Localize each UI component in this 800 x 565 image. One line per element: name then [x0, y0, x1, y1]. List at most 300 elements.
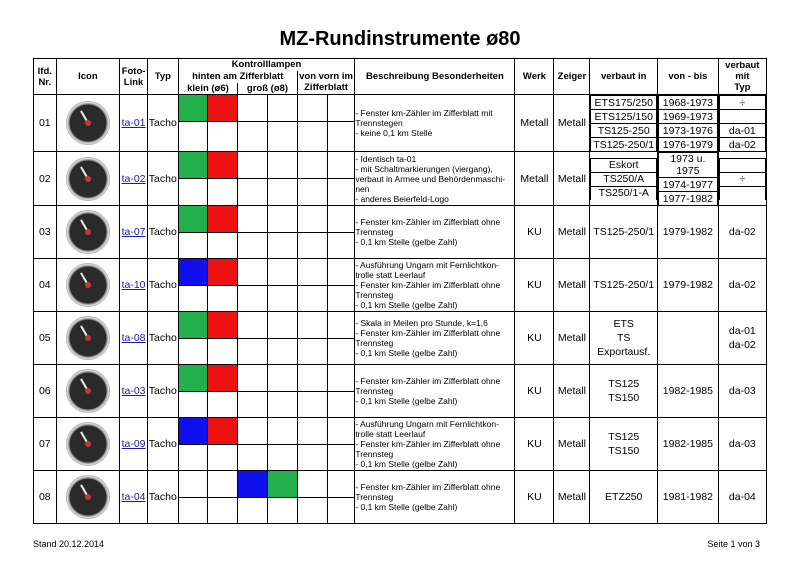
zeiger-cell [554, 471, 590, 524]
lamp-cell [268, 206, 298, 259]
verbaut-in-cell [590, 471, 658, 524]
werk-text: KU [527, 385, 542, 397]
verbaut-typ-item [719, 158, 765, 172]
lamp-cell [327, 365, 355, 418]
header-foto [120, 59, 148, 95]
foto-link[interactable]: ta-07 [121, 226, 146, 238]
foto-link[interactable]: ta-08 [121, 332, 146, 344]
zeiger-text: Metall [557, 332, 586, 344]
typ-text: Tacho [148, 438, 177, 450]
von-bis-item: 1973-1976 [659, 124, 718, 138]
header-beschreibung: Beschreibung Besonderheiten [355, 59, 515, 95]
foto-link-cell [120, 152, 148, 206]
lamp-cell [208, 152, 238, 206]
table-row [34, 471, 767, 524]
lamp-cell [238, 152, 268, 206]
lamp-cell [268, 418, 298, 471]
verbaut-typ-cell [718, 365, 766, 418]
typ-cell [147, 95, 178, 152]
hub-icon [85, 494, 91, 500]
lamp-cell [178, 471, 208, 524]
verbaut-typ-item: ÷ [719, 96, 765, 110]
lamp-empty [268, 259, 297, 286]
lamp-cell [238, 471, 268, 524]
verbaut-typ-item [719, 186, 765, 200]
zeiger-cell [554, 312, 590, 365]
speedometer-icon [66, 422, 110, 466]
lamp-empty [328, 312, 355, 339]
row-number [34, 312, 57, 365]
gauge-icon-cell [56, 365, 120, 418]
von-bis-item: 1979-1982 [662, 226, 713, 238]
von-bis-item: 1982-1985 [662, 438, 713, 450]
lamp-empty [298, 418, 327, 445]
typ-cell [147, 312, 178, 365]
verbaut-typ-cell [718, 312, 766, 365]
gauge-icon-cell [56, 95, 120, 152]
foto-link[interactable]: ta-03 [121, 385, 146, 397]
lamp-blue [179, 259, 208, 286]
lamp-cell [297, 259, 327, 312]
gauge-icon-cell [56, 312, 120, 365]
zeiger-text: Metall [557, 279, 586, 291]
header-verbaut-in: verbaut in [590, 59, 658, 95]
lamp-cell [208, 471, 238, 524]
speedometer-icon [66, 316, 110, 360]
zeiger-text: Metall [557, 438, 586, 450]
lamp-cell [178, 152, 208, 206]
lamp-cell [327, 259, 355, 312]
verbaut-in-cell [590, 152, 658, 206]
verbaut-in-item: TS [617, 332, 631, 344]
typ-text: Tacho [148, 385, 177, 397]
hub-icon [85, 441, 91, 447]
von-bis-item: 1982-1985 [662, 385, 713, 397]
werk-cell [515, 471, 554, 524]
lamp-cell [268, 152, 298, 206]
lamp-red [208, 95, 237, 122]
lamp-cell [208, 418, 238, 471]
typ-text: Tacho [148, 332, 177, 344]
verbaut-in-item: Eskort [591, 158, 657, 172]
lamp-red [208, 206, 237, 233]
description-cell [355, 312, 515, 365]
zeiger-text: Metall [557, 385, 586, 397]
lamp-cell [268, 471, 298, 524]
von-bis-item: 1976-1979 [659, 138, 718, 152]
zeiger-text: Metall [557, 117, 586, 129]
lamp-empty [268, 418, 297, 445]
lamp-cell [238, 206, 268, 259]
header-hinten: hinten am Zifferblatt [178, 71, 297, 83]
von-bis-item: 1973 u. 1975 [659, 153, 718, 178]
lamp-empty [328, 95, 355, 122]
description-text: - Ausführung Ungarn mit Fernlichtkon- trolle statt Leerlauf - Fenster km-Zähler im Zifferblatt ohne Trennsteg - 0,1 km Stelle (gelbe Zahl) [355, 419, 501, 469]
verbaut-typ-cell [718, 152, 766, 206]
row-number-text: 02 [38, 172, 51, 185]
header-verbaut-typ-text: verbaut mit Typ [725, 60, 760, 93]
table-row [34, 95, 767, 152]
verbaut-typ-item [719, 110, 765, 124]
hub-icon [85, 229, 91, 235]
page-title: MZ-Rundinstrumente ø80 [279, 28, 521, 50]
footer-page: Seite 1 von 3 [707, 539, 760, 549]
von-bis-cell [658, 95, 719, 152]
header-foto-text: Foto- Link [121, 65, 146, 88]
verbaut-in-cell [590, 95, 658, 152]
typ-text: Tacho [148, 226, 177, 238]
von-bis-cell [658, 206, 719, 259]
lamp-empty [238, 259, 267, 286]
lamp-cell [327, 471, 355, 524]
table-row [34, 312, 767, 365]
lamp-cell [178, 259, 208, 312]
speedometer-icon [66, 157, 110, 201]
verbaut-in-item: TS125 [608, 378, 640, 390]
werk-cell [515, 418, 554, 471]
verbaut-in-item: ETS125/150 [591, 110, 657, 124]
lamp-green [179, 365, 208, 392]
header-zeiger: Zeiger [554, 59, 590, 95]
von-bis-cell [658, 418, 719, 471]
lamp-green [179, 206, 208, 233]
row-number [34, 418, 57, 471]
table-row [34, 206, 767, 259]
speedometer-icon [66, 369, 110, 413]
description-cell [355, 95, 515, 152]
lamp-cell [327, 312, 355, 365]
lamp-empty [268, 312, 297, 339]
header-werk: Werk [515, 59, 554, 95]
verbaut-in-item: Exportausf. [597, 346, 651, 358]
lamp-empty [268, 206, 297, 233]
lamp-green [268, 471, 297, 498]
von-bis-cell [658, 471, 719, 524]
foto-link[interactable]: ta-01 [121, 117, 146, 129]
hub-icon [85, 335, 91, 341]
header-von-bis: von - bis [658, 59, 719, 95]
gauge-icon-cell [56, 152, 120, 206]
zeiger-text: Metall [557, 226, 586, 238]
description-cell [355, 259, 515, 312]
verbaut-typ-item: da-03 [728, 438, 756, 450]
foto-link[interactable]: ta-10 [121, 279, 146, 291]
lamp-cell [297, 365, 327, 418]
row-number-text: 06 [38, 385, 51, 397]
foto-link-cell [120, 365, 148, 418]
lamp-cell [238, 259, 268, 312]
hub-icon [85, 282, 91, 288]
table-row [34, 152, 767, 206]
description-text: - Skala in Meilen pro Stunde, k=1,6 - Fenster km-Zähler im Zifferblatt ohne Trennsteg - 0,1 km Stelle (gelbe Zahl) [355, 318, 501, 358]
verbaut-in-item: TS125 [608, 431, 640, 443]
footer-date: Stand 20.12.2014 [33, 539, 105, 549]
gauge-icon-cell [56, 471, 120, 524]
zeiger-cell [554, 95, 590, 152]
description-cell [355, 471, 515, 524]
verbaut-typ-item: da-03 [728, 385, 756, 397]
row-number-text: 05 [38, 332, 51, 344]
zeiger-text: Metall [557, 491, 586, 503]
typ-cell [147, 418, 178, 471]
verbaut-in-item: TS150 [608, 445, 640, 457]
row-number-text: 04 [38, 279, 51, 291]
zeiger-cell [554, 418, 590, 471]
typ-text: Tacho [148, 117, 177, 129]
typ-text: Tacho [148, 491, 177, 503]
lamp-cell [208, 206, 238, 259]
verbaut-in-item: TS250/1-A [591, 186, 657, 200]
lamp-cell [268, 365, 298, 418]
lamp-cell [178, 312, 208, 365]
lamp-empty [238, 95, 267, 122]
werk-cell [515, 312, 554, 365]
row-number-text: 08 [38, 491, 51, 503]
lamp-cell [268, 312, 298, 365]
verbaut-in-item: TS125-250 [591, 124, 657, 138]
description-text: - Identisch ta-01 - mit Schaltmarkierungen (viergang), verbaut in Armee und Behördenmaschi- nen - anderes Beierfeld-Logo [355, 153, 506, 204]
lamp-empty [208, 471, 237, 498]
lamp-empty [238, 418, 267, 445]
speedometer-icon [66, 263, 110, 307]
verbaut-in-item: TS125-250/1 [591, 138, 657, 152]
instrument-table [33, 58, 767, 524]
lamp-cell [238, 312, 268, 365]
verbaut-typ-item: ÷ [719, 172, 765, 186]
von-bis-item: 1979-1982 [662, 279, 713, 291]
header-kontroll: Kontrolllampen [178, 59, 355, 71]
table-row [34, 259, 767, 312]
werk-cell [515, 206, 554, 259]
verbaut-in-item: TS125-250/1 [593, 279, 655, 291]
von-bis-cell [658, 259, 719, 312]
verbaut-in-cell [590, 365, 658, 418]
foto-link-cell [120, 206, 148, 259]
verbaut-typ-cell [718, 259, 766, 312]
lamp-empty [238, 365, 267, 392]
typ-cell [147, 365, 178, 418]
verbaut-in-item: ETS175/250 [591, 96, 657, 110]
zeiger-cell [554, 152, 590, 206]
foto-link-cell [120, 312, 148, 365]
werk-cell [515, 365, 554, 418]
verbaut-typ-item: da-02 [728, 279, 756, 291]
lamp-cell [178, 365, 208, 418]
verbaut-in-cell [590, 418, 658, 471]
verbaut-in-cell [590, 312, 658, 365]
lamp-empty [298, 259, 327, 286]
werk-text: Metall [520, 172, 549, 185]
verbaut-in-item: TS150 [608, 392, 640, 404]
gauge-icon-cell [56, 418, 120, 471]
zeiger-cell [554, 259, 590, 312]
lamp-empty [328, 418, 355, 445]
verbaut-typ-item: da-02 [728, 339, 756, 351]
typ-cell [147, 206, 178, 259]
foto-link-cell [120, 95, 148, 152]
verbaut-typ-item: da-02 [728, 226, 756, 238]
row-number-text: 01 [38, 117, 51, 129]
lamp-cell [178, 206, 208, 259]
verbaut-typ-cell [718, 471, 766, 524]
werk-text: Metall [520, 117, 549, 129]
header-icon: Icon [56, 59, 120, 95]
werk-text: KU [527, 279, 542, 291]
verbaut-typ-item: da-01 [728, 325, 756, 337]
speedometer-icon [66, 101, 110, 145]
lamp-empty [268, 95, 297, 122]
lamp-cell [238, 365, 268, 418]
zeiger-cell [554, 206, 590, 259]
lamp-empty [268, 365, 297, 392]
lamp-empty [298, 95, 327, 122]
description-cell [355, 365, 515, 418]
lamp-red [208, 152, 237, 179]
lamp-cell [178, 418, 208, 471]
typ-cell [147, 471, 178, 524]
verbaut-in-item: ETZ250 [605, 491, 643, 503]
verbaut-in-cell [590, 259, 658, 312]
lamp-cell [327, 152, 355, 206]
row-number [34, 152, 57, 206]
verbaut-typ-item: da-01 [719, 124, 765, 138]
lamp-cell [208, 95, 238, 152]
lamp-blue [179, 418, 208, 445]
description-cell [355, 152, 515, 206]
speedometer-icon [66, 475, 110, 519]
lamp-blue [238, 471, 267, 498]
werk-text: KU [527, 491, 542, 503]
header-vonvorn [297, 71, 355, 95]
row-number-text: 03 [38, 226, 51, 238]
lamp-cell [327, 95, 355, 152]
lamp-green [179, 152, 208, 179]
lamp-cell [327, 206, 355, 259]
lamp-empty [328, 365, 355, 392]
lamp-cell [208, 365, 238, 418]
werk-cell [515, 152, 554, 206]
von-bis-cell [658, 312, 719, 365]
lamp-red [208, 418, 237, 445]
lamp-empty [298, 152, 327, 179]
table-row [34, 418, 767, 471]
lamp-cell [297, 418, 327, 471]
foto-link-cell [120, 259, 148, 312]
von-bis-cell [658, 365, 719, 418]
description-text: - Fenster km-Zähler im Zifferblatt ohne Trennsteg - 0,1 km Stelle (gelbe Zahl) [355, 376, 501, 406]
lamp-cell [178, 95, 208, 152]
verbaut-in-item: TS125-250/1 [593, 226, 655, 238]
header-lfd-text: lfd. Nr. [37, 65, 52, 88]
werk-cell [515, 259, 554, 312]
header-typ: Typ [147, 59, 178, 95]
lamp-empty [268, 152, 297, 179]
foto-link[interactable]: ta-09 [121, 438, 146, 450]
row-number [34, 365, 57, 418]
lamp-empty [298, 206, 327, 233]
lamp-empty [298, 365, 327, 392]
lamp-cell [208, 312, 238, 365]
lamp-red [208, 312, 237, 339]
verbaut-typ-cell [718, 206, 766, 259]
lamp-cell [327, 418, 355, 471]
lamp-empty [238, 312, 267, 339]
gauge-icon-cell [56, 259, 120, 312]
hub-icon [85, 388, 91, 394]
verbaut-in-cell [590, 206, 658, 259]
lamp-green [179, 312, 208, 339]
verbaut-in-item: ETS [613, 318, 634, 330]
lamp-cell [238, 95, 268, 152]
foto-link-cell [120, 471, 148, 524]
verbaut-typ-cell [718, 418, 766, 471]
lamp-cell [297, 312, 327, 365]
lamp-cell [297, 206, 327, 259]
lamp-green [179, 95, 208, 122]
lamp-empty [179, 471, 208, 498]
row-number [34, 206, 57, 259]
header-vonvorn-text: von vorn im Zifferblatt [299, 71, 353, 94]
lamp-empty [328, 206, 355, 233]
description-cell [355, 418, 515, 471]
lamp-cell [297, 152, 327, 206]
werk-cell [515, 95, 554, 152]
row-number [34, 471, 57, 524]
von-bis-item: 1969-1973 [659, 110, 718, 124]
von-bis-item: 1977-1982 [659, 192, 718, 206]
speedometer-icon [66, 210, 110, 254]
foto-link[interactable]: ta-04 [121, 491, 146, 503]
lamp-empty [328, 471, 355, 498]
zeiger-text: Metall [557, 172, 586, 185]
foto-link[interactable]: ta-02 [121, 172, 146, 185]
typ-text: Tacho [148, 279, 177, 291]
lamp-red [208, 259, 237, 286]
von-bis-item: 1968-1973 [659, 96, 718, 110]
von-bis-item: 1981-1982 [662, 491, 713, 503]
table-row [34, 365, 767, 418]
typ-cell [147, 259, 178, 312]
description-text: - Ausführung Ungarn mit Fernlichtkon- trolle statt Leerlauf - Fenster km-Zähler im Zifferblatt ohne Trennsteg - 0,1 km Stelle (gelbe Zahl) [355, 260, 501, 310]
row-number [34, 259, 57, 312]
description-text: - Fenster km-Zähler im Zifferblatt ohne Trennsteg - 0,1 km Stelle (gelbe Zahl) [355, 482, 501, 512]
lamp-empty [328, 259, 355, 286]
lamp-empty [238, 152, 267, 179]
zeiger-cell [554, 365, 590, 418]
verbaut-typ-item: da-04 [728, 491, 756, 503]
hub-icon [85, 176, 91, 182]
von-bis-item: 1974-1977 [659, 178, 718, 192]
lamp-empty [238, 206, 267, 233]
description-cell [355, 206, 515, 259]
werk-text: KU [527, 332, 542, 344]
row-number [34, 95, 57, 152]
description-text: - Fenster km-Zähler im Zifferblatt ohne Trennsteg - 0,1 km Stelle (gelbe Zahl) [355, 217, 501, 247]
lamp-cell [268, 95, 298, 152]
lamp-cell [297, 95, 327, 152]
lamp-empty [298, 471, 327, 498]
row-number-text: 07 [38, 438, 51, 450]
lamp-cell [208, 259, 238, 312]
lamp-red [208, 365, 237, 392]
lamp-empty [328, 152, 355, 179]
typ-cell [147, 152, 178, 206]
header-gross: groß (ø8) [238, 83, 298, 95]
verbaut-in-item: TS250/A [591, 172, 657, 186]
lamp-cell [297, 471, 327, 524]
header-verbaut-typ [718, 59, 766, 95]
verbaut-typ-cell [718, 95, 766, 152]
